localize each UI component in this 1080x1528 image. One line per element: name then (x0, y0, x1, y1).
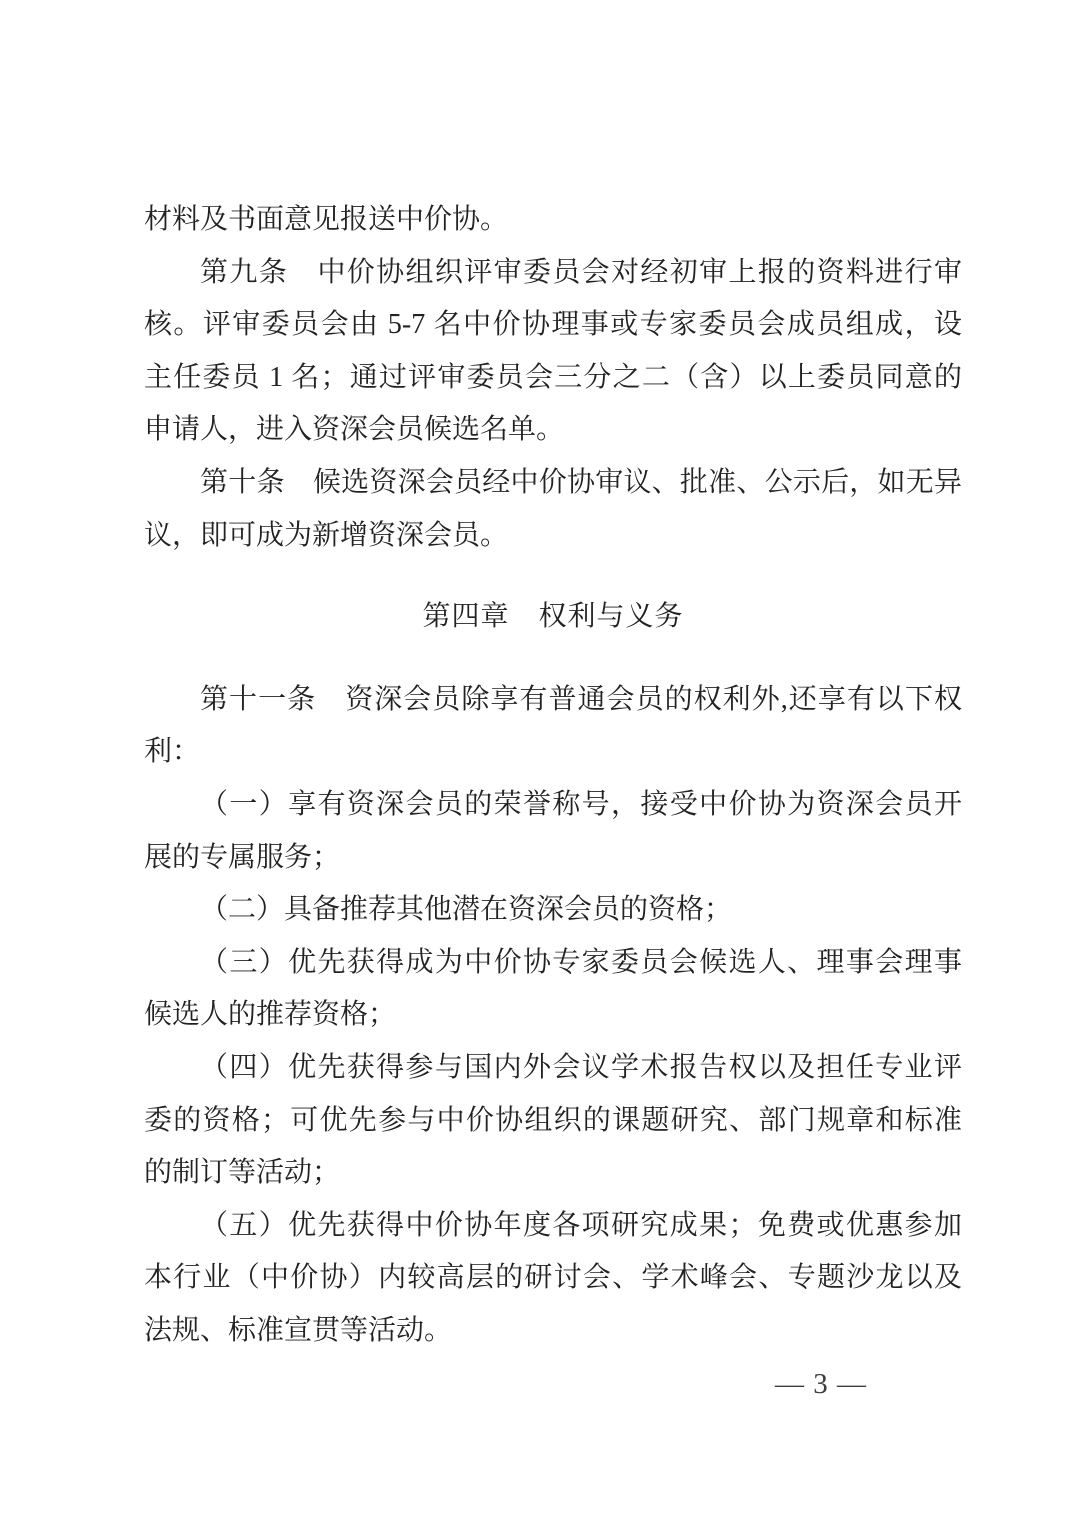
document-body (144, 194, 962, 1357)
text-line: 展的专属服务； (144, 841, 341, 873)
text-line: （五）优先获得中价协年度各项研究成果；免费或优惠参加 (200, 1209, 962, 1241)
text-line: 材料及书面意见报送中价协。 (144, 204, 509, 235)
page-number: — 3 — (775, 1368, 867, 1400)
paragraph-article-9 (144, 247, 962, 457)
text-line: 第十条 候选资深会员经中价协审议、批准、公示后，如无异 (200, 466, 962, 498)
chapter-heading: 第四章 权利与义务 (422, 601, 684, 633)
text-line: 申请人，进入资深会员候选名单。 (144, 414, 565, 446)
text-line: 法规、标准宣贯等活动。 (144, 1314, 453, 1346)
text-line: 议，即可成为新增资深会员。 (144, 519, 509, 551)
paragraph-item-3 (144, 937, 962, 1042)
text-line: （三）优先获得成为中价协专家委员会候选人、理事会理事 (200, 946, 962, 978)
text-line: 第十一条 资深会员除享有普通会员的权利外,还享有以下权 (200, 683, 962, 715)
text-line: 主任委员 1 名；通过评审委员会三分之二（含）以上委员同意的 (144, 361, 962, 393)
text-line: 候选人的推荐资格； (144, 999, 397, 1031)
text-line: 委的资格；可优先参与中价协组织的课题研究、部门规章和标准 (144, 1104, 962, 1136)
text-line: 的制订等活动； (144, 1157, 341, 1189)
text-line: （二）具备推荐其他潜在资深会员的资格； (200, 894, 733, 926)
paragraph-item-5 (144, 1200, 962, 1358)
text-line: （一）享有资深会员的荣誉称号，接受中价协为资深会员开 (200, 788, 962, 820)
text-line: （四）优先获得参与国内外会议学术报告权以及担任专业评 (200, 1051, 962, 1083)
text-line: 第九条 中价协组织评审委员会对经初审上报的资料进行审 (200, 256, 962, 288)
paragraph-item-2 (144, 884, 962, 937)
text-line: 利： (144, 736, 201, 768)
paragraph-item-4 (144, 1042, 962, 1200)
text-line: 核。评审委员会由 5-7 名中价协理事或专家委员会成员组成，设 (144, 309, 962, 341)
text-line: 本行业（中价协）内较高层的研讨会、学术峰会、专题沙龙以及 (144, 1262, 962, 1294)
paragraph-item-1 (144, 779, 962, 884)
paragraph-article-10 (144, 457, 962, 562)
paragraph-article-11 (144, 674, 962, 779)
paragraph-continuation (144, 194, 962, 247)
